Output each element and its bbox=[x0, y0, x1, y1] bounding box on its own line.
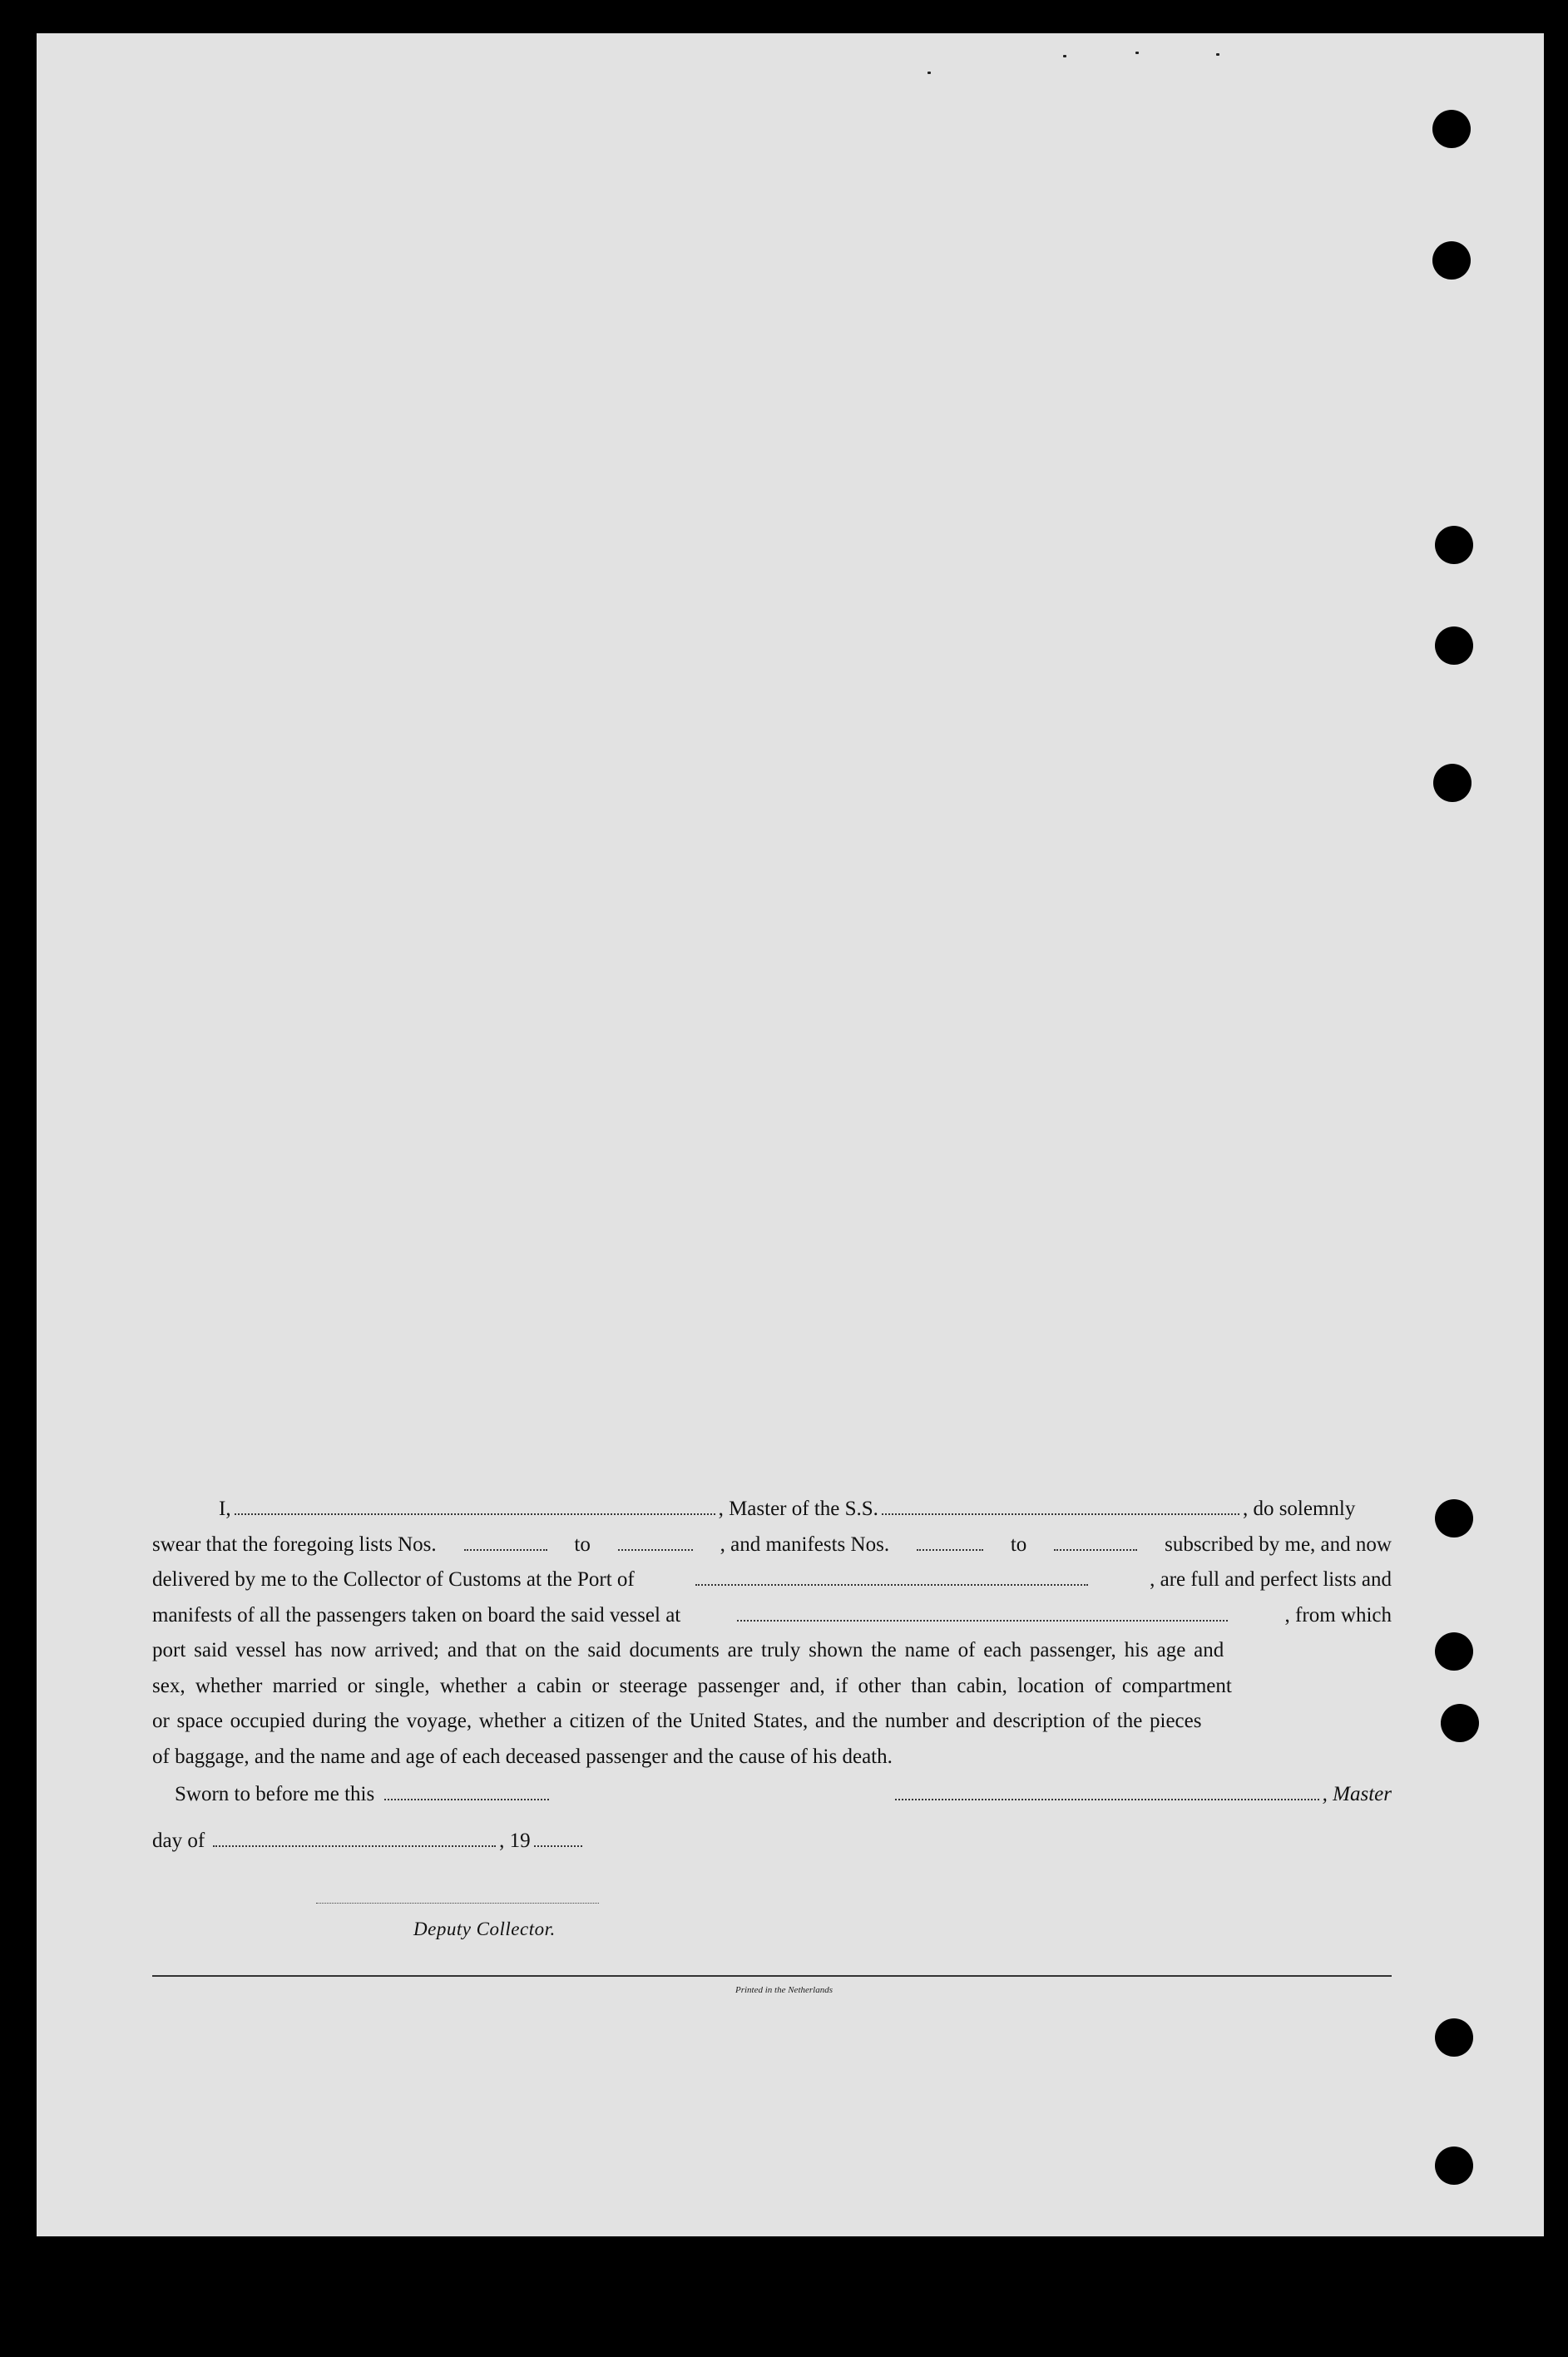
dust-speck bbox=[1135, 52, 1139, 54]
oath-text: , are full and perfect lists and bbox=[1150, 1568, 1392, 1591]
punch-hole bbox=[1433, 764, 1472, 802]
punch-hole bbox=[1432, 241, 1471, 280]
printer-imprint: Printed in the Netherlands bbox=[735, 1985, 833, 1995]
oath-text: , do solemnly bbox=[1242, 1498, 1356, 1520]
blank-list-to[interactable] bbox=[618, 1534, 693, 1551]
day-of-label: day of bbox=[152, 1830, 205, 1852]
oath-text: sex, whether married or single, whether a cabin or steerage passenger and, if other than cabin, location of compartment bbox=[152, 1674, 1232, 1697]
dust-speck bbox=[1216, 53, 1219, 56]
oath-text: or space occupied during the voyage, whether a citizen of the United States, and the number and description of the pieces bbox=[152, 1710, 1202, 1732]
deputy-signature-line[interactable] bbox=[316, 1903, 599, 1904]
blank-master-signature[interactable] bbox=[895, 1784, 1319, 1800]
master-label: , Master bbox=[1322, 1783, 1392, 1805]
oath-text: subscribed by me, and now bbox=[1165, 1533, 1392, 1556]
blank-sworn-day[interactable] bbox=[384, 1784, 549, 1800]
oath-line-8 bbox=[152, 1740, 1392, 1775]
oath-text: , from which bbox=[1284, 1603, 1392, 1627]
oath-text: I, bbox=[219, 1498, 231, 1520]
oath-text: manifests of all the passengers taken on board the said vessel at bbox=[152, 1603, 681, 1627]
year-prefix: , 19 bbox=[499, 1830, 531, 1852]
blank-month[interactable] bbox=[213, 1830, 496, 1847]
dust-speck bbox=[1063, 55, 1066, 57]
blank-port[interactable] bbox=[695, 1569, 1088, 1586]
oath-line-6 bbox=[152, 1669, 1392, 1705]
blank-list-from[interactable] bbox=[464, 1534, 547, 1551]
footer-rule bbox=[152, 1975, 1392, 1977]
master-oath-paragraph bbox=[152, 1492, 1392, 1775]
punch-hole bbox=[1435, 526, 1473, 564]
punch-hole bbox=[1435, 2018, 1473, 2057]
signature-block bbox=[152, 1783, 1392, 1876]
oath-text: to bbox=[574, 1533, 591, 1556]
oath-text: of baggage, and the name and age of each deceased passenger and the cause of his death. bbox=[152, 1745, 893, 1768]
document-page bbox=[37, 33, 1544, 2236]
deputy-collector-label: Deputy Collector. bbox=[413, 1919, 556, 1939]
oath-line-7 bbox=[152, 1704, 1392, 1740]
oath-text: , Master of the S.S. bbox=[718, 1498, 878, 1520]
oath-text: , and manifests Nos. bbox=[720, 1533, 890, 1556]
oath-line-3 bbox=[152, 1562, 1392, 1598]
blank-master-name[interactable] bbox=[235, 1498, 715, 1515]
punch-hole bbox=[1435, 626, 1473, 665]
punch-hole bbox=[1441, 1704, 1479, 1742]
blank-ship-name[interactable] bbox=[882, 1498, 1239, 1515]
dust-speck bbox=[927, 72, 931, 74]
blank-departure-port[interactable] bbox=[737, 1605, 1228, 1622]
punch-hole bbox=[1435, 2147, 1473, 2185]
sworn-label: Sworn to before me this bbox=[175, 1783, 375, 1805]
blank-year[interactable] bbox=[534, 1830, 582, 1847]
punch-hole bbox=[1435, 1499, 1473, 1537]
sworn-row bbox=[152, 1783, 1392, 1830]
oath-text: to bbox=[1010, 1533, 1027, 1556]
blank-manifest-to[interactable] bbox=[1054, 1534, 1137, 1551]
oath-text: delivered by me to the Collector of Customs at the Port of bbox=[152, 1568, 635, 1591]
punch-hole bbox=[1435, 1632, 1473, 1671]
oath-line-1 bbox=[152, 1492, 1392, 1528]
oath-line-4 bbox=[152, 1598, 1392, 1634]
blank-manifest-from[interactable] bbox=[917, 1534, 983, 1551]
oath-text: port said vessel has now arrived; and that on the said documents are truly shown the name of each passenger, his age and bbox=[152, 1639, 1224, 1661]
punch-hole bbox=[1432, 110, 1471, 148]
day-of-row bbox=[152, 1830, 1392, 1876]
oath-line-2 bbox=[152, 1528, 1392, 1563]
oath-line-5 bbox=[152, 1633, 1392, 1669]
oath-text: swear that the foregoing lists Nos. bbox=[152, 1533, 437, 1556]
